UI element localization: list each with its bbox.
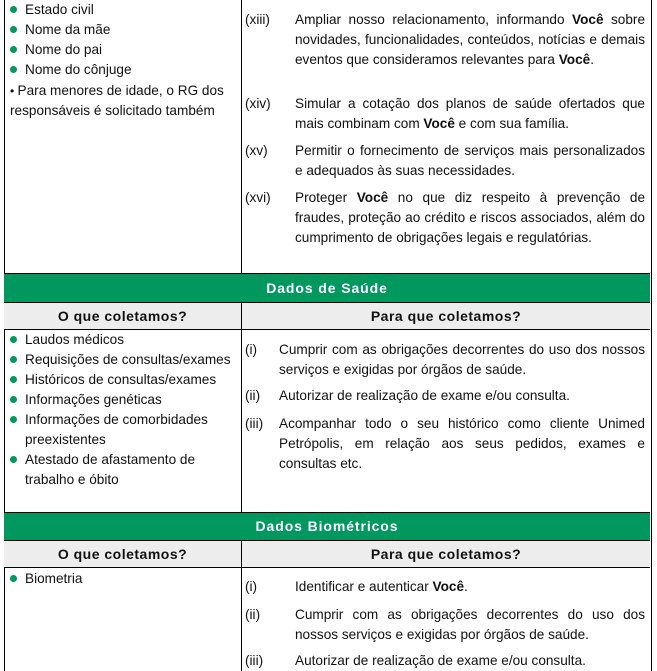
purpose-item: (ii) Autorizar de realização de exame e/ou consulta. [245,388,570,403]
list-item: Nome do cônjuge [10,60,235,80]
column-divider [241,0,242,273]
saude-left-cell [10,330,235,490]
section-header-biometricos: Dados Biométricos [4,513,650,540]
list-item: Requisições de consultas/exames [10,350,235,370]
column-header-left: O que coletamos? [57,308,188,324]
column-header-right: Para que coletamos? [370,308,522,324]
purpose-item: (xv) Permitir o fornecimento de serviços mais personalizados e adequados às suas necessidades. [245,143,645,178]
column-divider [241,303,242,512]
list-item: Nome da mãe [10,20,235,40]
collected-data-list [10,0,235,80]
column-header-left: O que coletamos? [57,546,188,562]
list-item: Laudos médicos [10,330,235,350]
bullet-icon [10,66,17,73]
purpose-item: (xiv) Simular a cotação dos planos de saúde ofertados que mais combinam com Você e com sua família. [245,96,645,131]
bullet-icon [10,575,17,582]
list-item: Atestado de afastamento de trabalho e óbito [10,450,235,490]
collected-data-list [10,569,235,589]
collected-data-list [10,330,235,490]
minor-rg-note: • Para menores de idade, o RG dos responsáveis é solicitado também [10,83,224,118]
purpose-item: (xiii) Ampliar nosso relacionamento, informando Você sobre novidades, funcionalidades, conteúdos, notícias e demais eventos que consideramos relevantes para Você. [245,12,646,67]
column-header-right: Para que coletamos? [370,546,522,562]
list-item: Informações de comorbidades preexistentes [10,410,235,450]
bullet-icon: • [10,84,18,98]
bullet-icon [10,456,17,463]
column-header-row [4,303,650,329]
bullet-icon [10,46,17,53]
bullet-icon [10,356,17,363]
column-header-row [4,541,650,567]
list-item: Históricos de consultas/exames [10,370,235,390]
list-item: Informações genéticas [10,390,235,410]
column-divider [241,541,242,671]
list-item: Estado civil [10,0,235,20]
bullet-icon [10,376,17,383]
row-border [4,567,650,568]
bullet-icon [10,416,17,423]
list-item: Nome do pai [10,40,235,60]
purpose-item: (i) Cumprir com as obrigações decorrentes do uso dos nossos serviços e exigidas por órgãos de saúde. [245,342,645,377]
purpose-item: (ii) Cumprir com as obrigações decorrentes do uso dos nossos serviços e exigidas por órgãos de saúde. [245,607,645,642]
purpose-item: (iii) Acompanhar todo o seu histórico como cliente Unimed Petrópolis, em relação aos seus pedidos, exames e consultas etc. [245,416,645,471]
list-item: Biometria [10,569,235,589]
purpose-item: (xvi) Proteger Você no que diz respeito à prevenção de fraudes, proteção ao crédito e riscos associados, além do cumprimento de obrigações legais e regulatórias. [245,190,646,245]
bio-left-cell [10,569,235,589]
bullet-icon [10,396,17,403]
bullet-icon [10,336,17,343]
top-left-cell [10,0,235,121]
bullet-icon [10,6,17,13]
bullet-icon [10,26,17,33]
purpose-item: (iii) Autorizar de realização de exame e/ou consulta. [245,653,586,668]
purpose-item: (i) Identificar e autenticar Você. [245,579,468,594]
section-header-saude: Dados de Saúde [4,274,650,302]
